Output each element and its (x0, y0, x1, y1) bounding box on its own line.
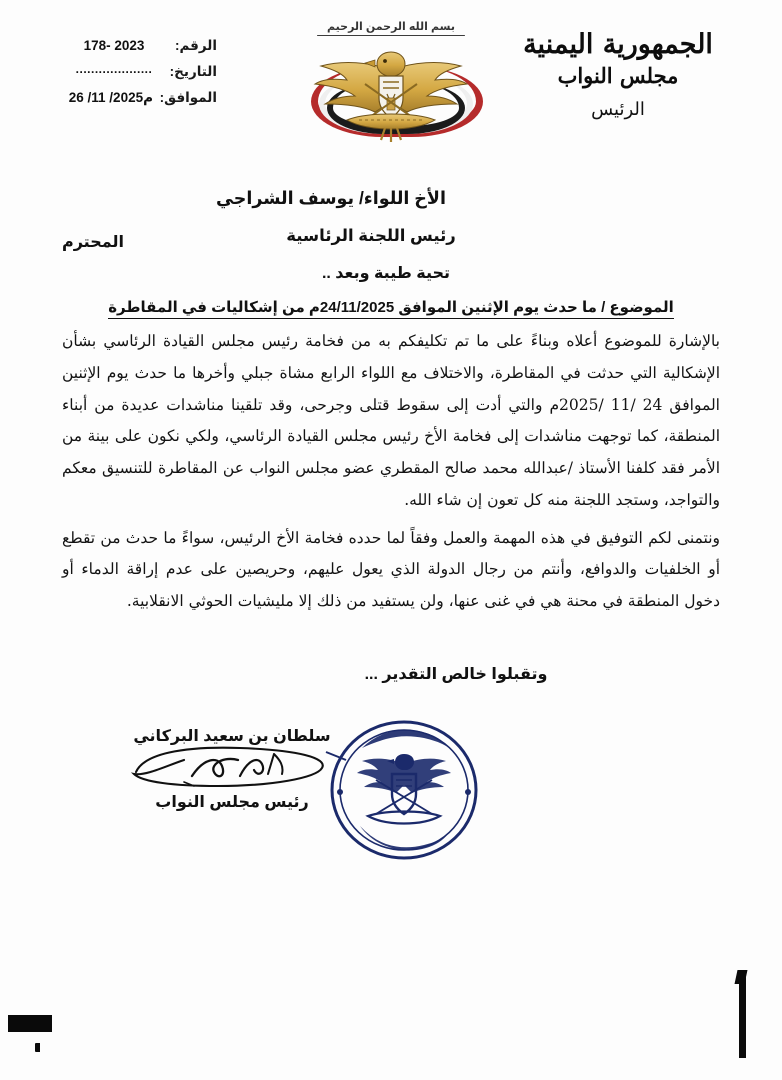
letter-body (0, 326, 782, 618)
date-label: التاريخ: (169, 64, 217, 79)
closing-line: وتقبلوا خالص التقدير ... (364, 665, 548, 683)
basmala-text: بسم الله الرحمن الرحيم (303, 14, 479, 40)
scan-artifact-tick (35, 1043, 40, 1052)
date-row (67, 64, 217, 90)
letter-header (0, 0, 782, 172)
gregorian-label: الموافق: (159, 90, 217, 105)
handwritten-signature-icon (122, 742, 342, 794)
recipient-title: رئيس اللجنة الرئاسية (286, 226, 456, 245)
gregorian-value: 26 /11 /2025م (68, 90, 153, 105)
letterhead-institution: مجلس النواب (557, 62, 679, 88)
recipient-name: الأخ اللواء/ يوسف الشراجي (216, 188, 446, 208)
scan-artifact-edge-mark (739, 970, 746, 1058)
signatory-name: سلطان بن سعيد البركاني (133, 727, 331, 745)
scan-artifact-bar (8, 1015, 52, 1032)
header-meta-block (67, 38, 217, 116)
eagle-icon (307, 40, 475, 144)
subject-line (0, 298, 782, 316)
body-paragraph-2: ونتمنى لكم التوفيق في هذه المهمة والعمل وفقاً لما حدده فخامة الأخ الرئيس، سواءً ما حدث من تقطع أو الخلفيات والدوافع، وأنتم من رجال الدولة الذي يعول عليهم، وحريصين على عدم إراقة الدماء أو دخول المنطقة في محنة هي في غنى عنها، ولن يستفيد من ذلك إلا مليشيات الحوثي الانقلابية. (62, 528, 720, 611)
official-round-seal-icon (320, 718, 486, 864)
reference-row (67, 38, 217, 64)
letterhead-block (488, 30, 748, 120)
date-value: .................... (75, 62, 153, 76)
signature-block (122, 726, 342, 812)
signatory-role: رئيس مجلس النواب (155, 793, 309, 811)
subject-text: الموضوع / ما حدث يوم الإثنين الموافق 24/11/2025م من إشكاليات في المقاطرة (108, 299, 674, 319)
honorific-label: المحترم (62, 234, 124, 251)
reference-value: 178- 2023 (83, 38, 145, 53)
letterhead-country: الجمهورية اليمنية (523, 29, 713, 60)
gregorian-date-row (67, 90, 217, 116)
reference-label: الرقم: (174, 38, 217, 53)
emblem-block (303, 14, 479, 152)
yemen-eagle-emblem-icon (307, 40, 475, 144)
addressing-block (0, 190, 782, 282)
letterhead-role: الرئيس (591, 98, 645, 120)
body-paragraph-1: بالإشارة للموضوع أعلاه وبناءً على ما تم تكليفكم به من فخامة رئيس مجلس القيادة الرئاسي بشأن الإشكالية التي حدثت في المقاطرة، والاختلاف مع اللواء الرابع مشاة جبلي وأخرها ما حدث يوم الإثنين الموافق 24 /11 /2025م والتي أدت إلى سقوط قتلى وجرحى، وقد تلقينا مناشدات عديدة من أبناء المنطقة، كما توجهت مناشدات إلى فخامة الأخ رئيس مجلس القيادة الرئاسي، ولكي نكون على بينة من الأمر فقد كلفنا الأستاذ /عبدالله محمد صالح المقطري عضو مجلس النواب عن المقاطرة للتنسيق معكم والتواجد، وستجد اللجنة منه كل تعون إن شاء الله. (62, 332, 720, 509)
signature-area (0, 714, 782, 904)
greeting-line: تحية طيبة وبعد .. (321, 265, 451, 282)
